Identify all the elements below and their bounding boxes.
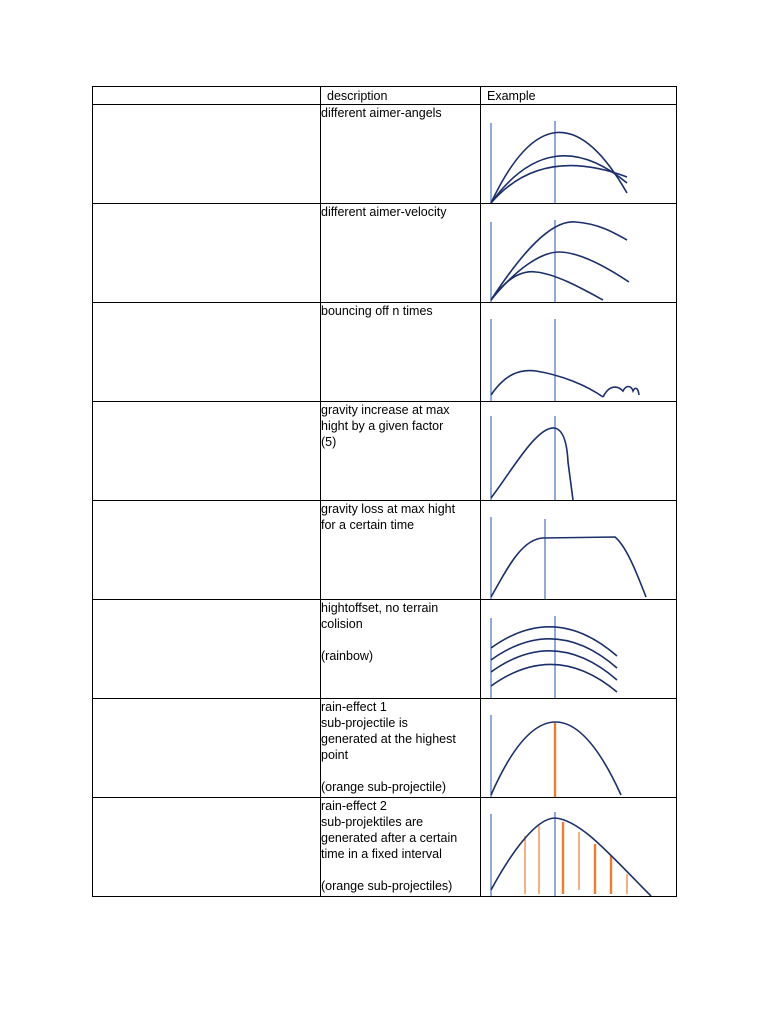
header-cell-empty xyxy=(93,87,321,105)
description-line xyxy=(321,763,480,779)
trajectory-velocity-sketch xyxy=(481,204,677,302)
description-line: generated after a certain xyxy=(321,831,458,845)
description-line xyxy=(321,862,480,878)
example-cell xyxy=(481,798,677,897)
description-line: hight by a given factor xyxy=(321,419,444,433)
description-line: generated at the highest xyxy=(321,732,456,746)
description-cell xyxy=(321,501,481,600)
empty-cell xyxy=(93,204,321,303)
description-line: (orange sub-projectiles) xyxy=(321,879,453,893)
description-line: sub-projektiles are xyxy=(321,815,424,829)
description-line: bouncing off n times xyxy=(321,304,433,318)
description-line: rain-effect 2 xyxy=(321,799,387,813)
trajectory-gravity-loss-sketch xyxy=(481,501,677,599)
description-line: different aimer-velocity xyxy=(321,205,447,219)
description-line: (5) xyxy=(321,435,337,449)
description-line: different aimer-angels xyxy=(321,106,442,120)
description-line: (rainbow) xyxy=(321,649,374,663)
example-cell xyxy=(481,303,677,402)
description-line: gravity increase at max xyxy=(321,403,450,417)
table-row xyxy=(93,402,677,501)
description-line: rain-effect 1 xyxy=(321,700,387,714)
trajectory-rainbow-sketch xyxy=(481,600,677,698)
example-cell xyxy=(481,105,677,204)
description-line: point xyxy=(321,748,349,762)
description-line: (orange sub-projectile) xyxy=(321,780,447,794)
trajectory-angles-sketch xyxy=(481,105,677,203)
table-row xyxy=(93,105,677,204)
description-cell xyxy=(321,204,481,303)
description-cell xyxy=(321,402,481,501)
trajectory-table xyxy=(92,86,677,897)
table-row xyxy=(93,204,677,303)
description-cell xyxy=(321,798,481,897)
header-row xyxy=(93,87,677,105)
description-line xyxy=(321,632,480,648)
description-cell xyxy=(321,699,481,798)
example-cell xyxy=(481,501,677,600)
trajectory-gravity-increase-sketch xyxy=(481,402,677,500)
description-line: hightoffset, no terrain xyxy=(321,601,439,615)
empty-cell xyxy=(93,501,321,600)
description-line: gravity loss at max hight xyxy=(321,502,456,516)
description-line: time in a fixed interval xyxy=(321,847,442,861)
description-line: sub-projectile is xyxy=(321,716,408,730)
example-cell xyxy=(481,204,677,303)
empty-cell xyxy=(93,303,321,402)
description-cell xyxy=(321,600,481,699)
description-cell xyxy=(321,105,481,204)
example-cell xyxy=(481,699,677,798)
empty-cell xyxy=(93,699,321,798)
empty-cell xyxy=(93,798,321,897)
table-row xyxy=(93,798,677,897)
empty-cell xyxy=(93,402,321,501)
example-cell xyxy=(481,600,677,699)
description-line: colision xyxy=(321,617,363,631)
table-row xyxy=(93,600,677,699)
empty-cell xyxy=(93,105,321,204)
trajectory-rain-1-sketch xyxy=(481,699,677,797)
example-cell xyxy=(481,402,677,501)
trajectory-rain-2-sketch xyxy=(481,798,677,896)
header-cell-example: Example xyxy=(481,87,677,105)
header-cell-description: description xyxy=(321,87,481,105)
description-line: for a certain time xyxy=(321,518,415,532)
description-cell xyxy=(321,303,481,402)
table-row xyxy=(93,699,677,798)
empty-cell xyxy=(93,600,321,699)
table-row xyxy=(93,303,677,402)
table-row xyxy=(93,501,677,600)
trajectory-bounce-sketch xyxy=(481,303,677,401)
